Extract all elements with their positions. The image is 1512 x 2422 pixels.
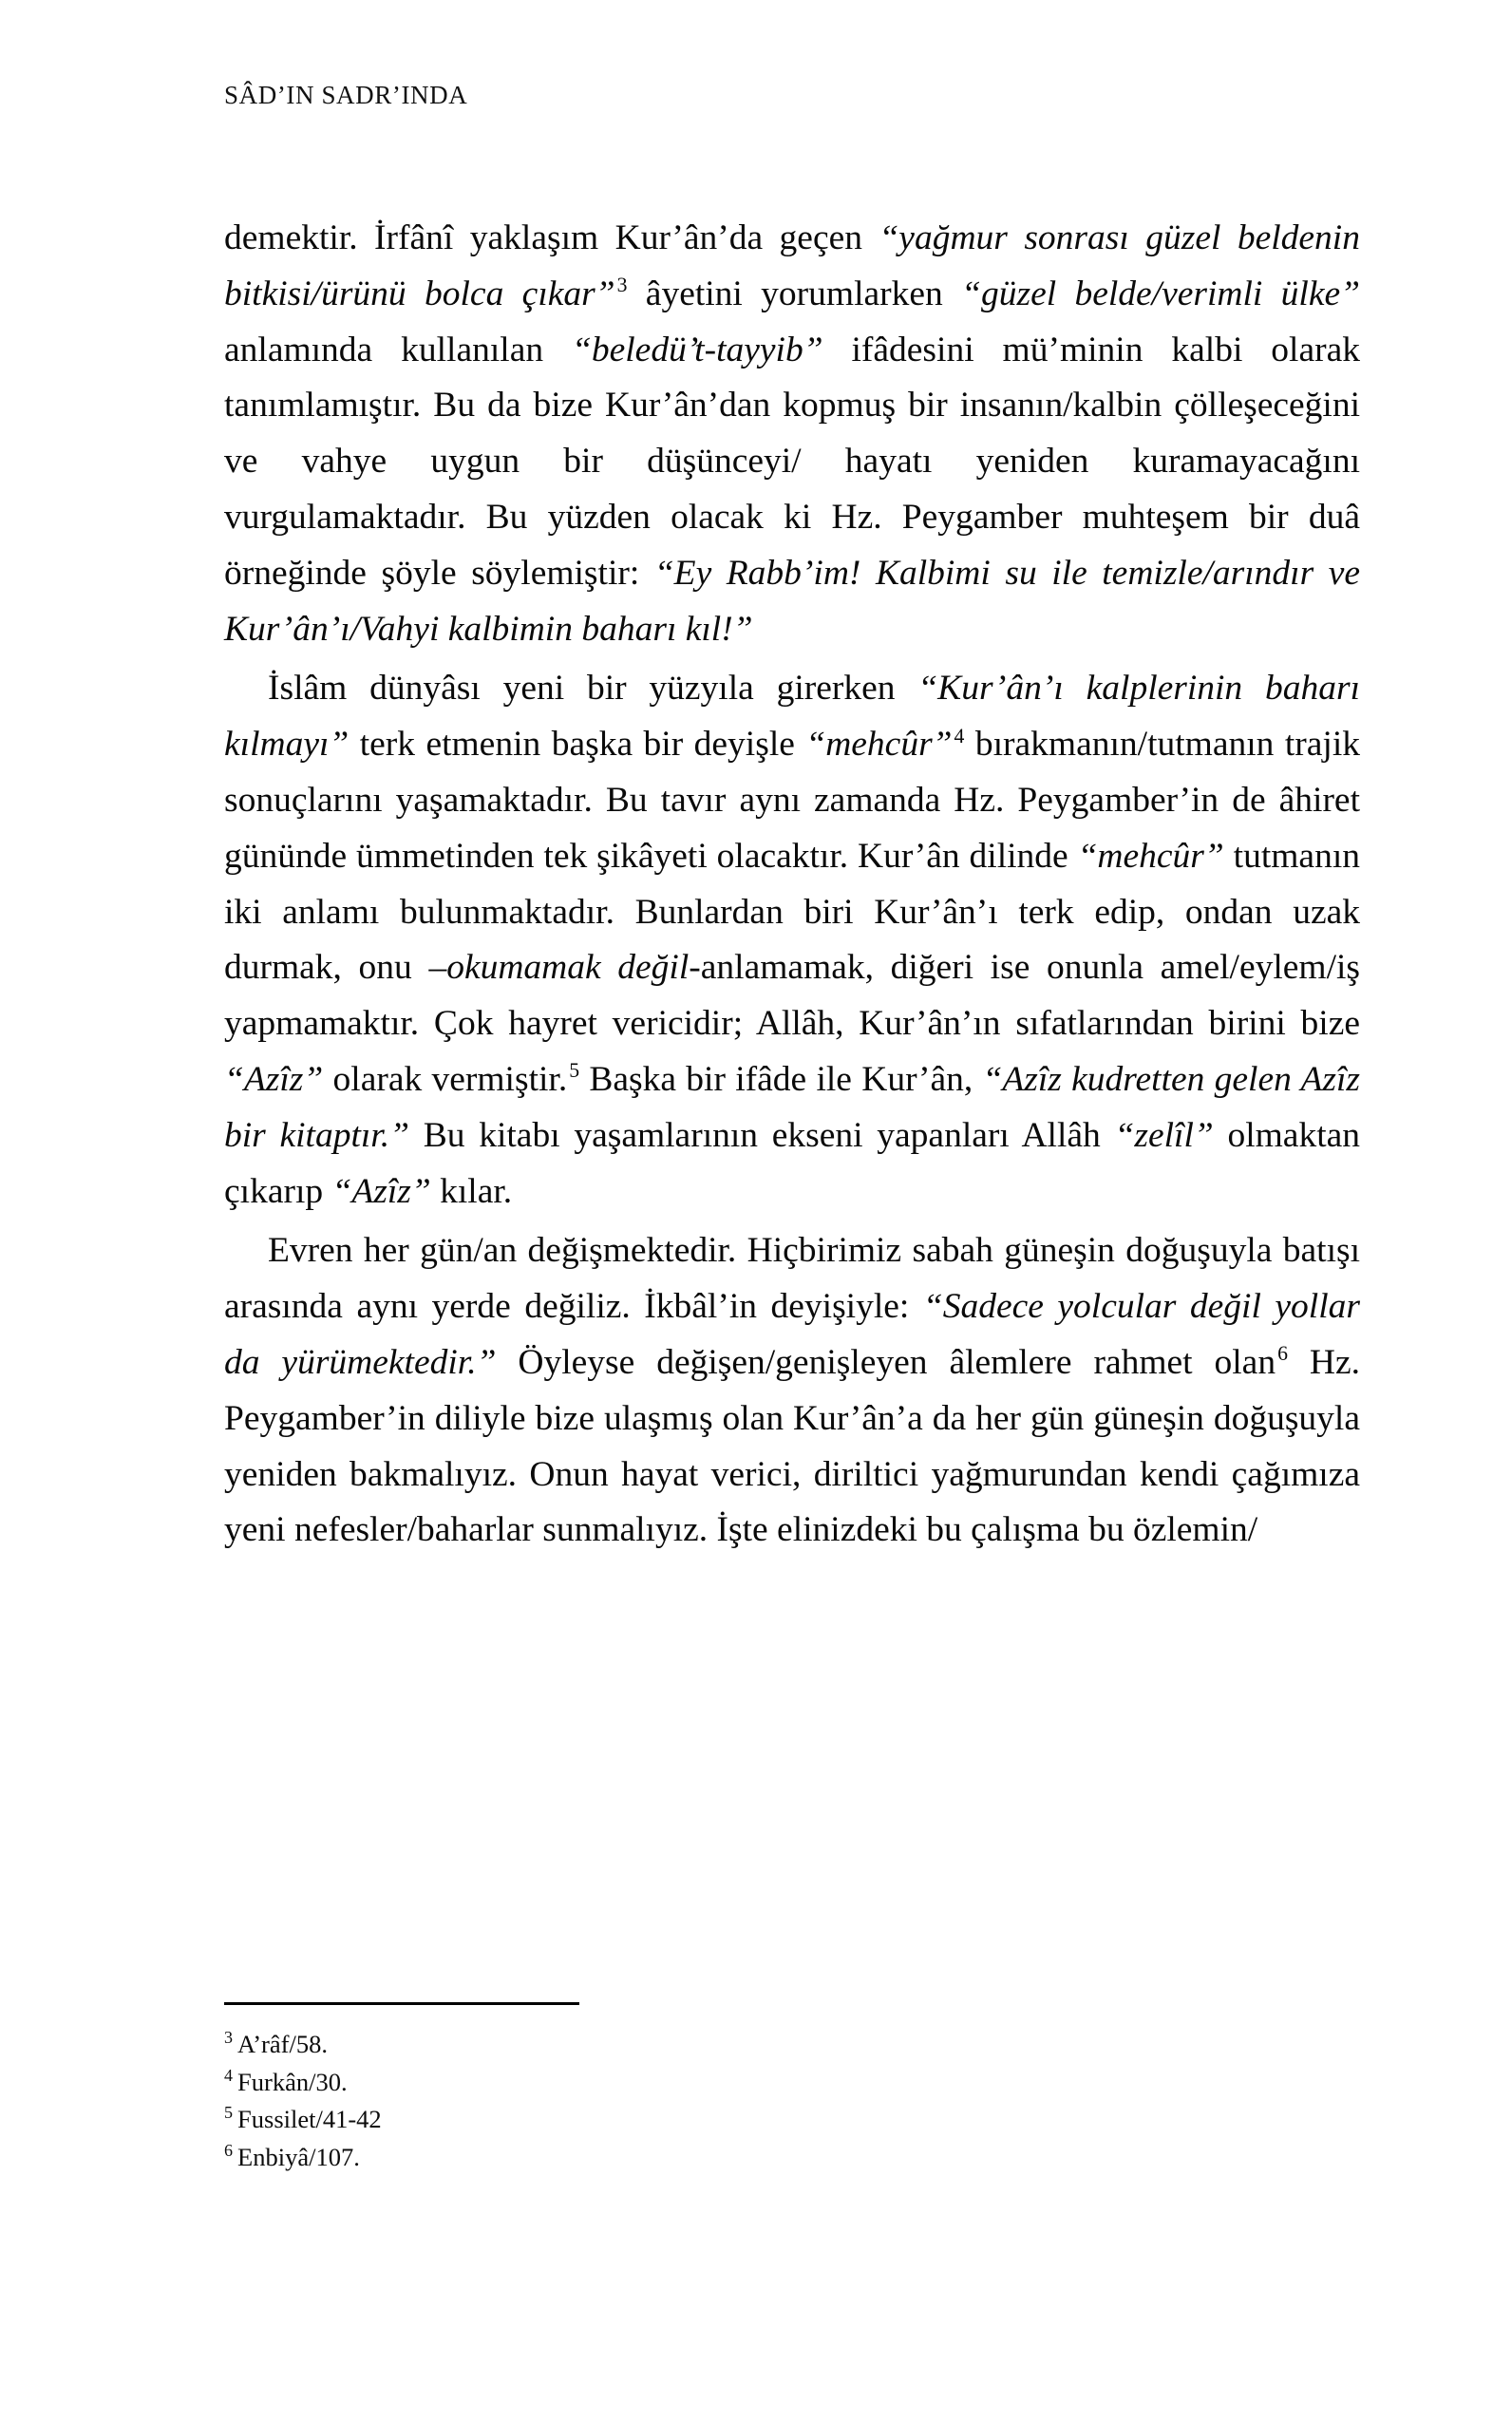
paragraph-2: İslâm dünyâsı yeni bir yüzyıla girerken “Kur’ân’ı kalplerinin baharı kılmayı” terk etmenin başka bir deyişle “mehcûr”$^4$ bırakmanın/tutmanın trajik sonuçlarını yaşamaktadır. Bu tavır aynı zamanda Hz. Peygamber’in de âhiret gününde ümmetinden tek şikâyeti olacaktır. Kur’ân dilinde “mehcûr” tutmanın iki anlamı bulunmaktadır. Bunlardan biri Kur’ân’ı terk edip, ondan uzak durmak, onu –okumamak değil-anlamamak, diğeri ise onunla amel/eylem/iş yapmamaktır. Çok hayret vericidir; Allâh, Kur’ân’ın sıfatlarından birini bize “Azîz” olarak vermiştir.$^5$ Başka bir ifâde ile Kur’ân, “Azîz kudretten gelen Azîz bir kitaptır.” Bu kitabı yaşamlarının ekseni yapanları Allâh “zelîl” olmaktan çıkarıp “Azîz” kılar. [224, 669, 1361, 1211]
footnote-item-marker: 5 [224, 2103, 234, 2123]
footnote-marker[interactable]: 4 [954, 724, 965, 747]
footnote-item-marker: 3 [224, 2028, 234, 2048]
footnote-marker[interactable]: 6 [1277, 1342, 1288, 1366]
quoted-emphasis: “Azîz kudretten gelen Azîz bir kitaptır.” [224, 1059, 1360, 1155]
body-text-block [224, 211, 1360, 1562]
footnote-area [224, 2002, 1360, 2176]
quoted-emphasis: “Azîz” [224, 1059, 324, 1099]
footnote-list [224, 2026, 1360, 2176]
quoted-emphasis: “Sadece yolcular değil yollar da yürümektedir.” [224, 1287, 1360, 1382]
footnote-item-text: Furkân/30. [237, 2067, 348, 2096]
quoted-emphasis: “Ey Rabb’im! Kalbimi su ile temizle/arındır ve Kur’ân’ı/Vahyi kalbimin baharı kıl!” [224, 553, 1361, 649]
footnote-item-marker: 6 [224, 2140, 234, 2160]
footnote-item-marker: 4 [224, 2065, 234, 2085]
paragraph-1: demektir. İrfânî yaklaşım Kur’ân’da geçen “yağmur sonrası güzel beldenin bitkisi/ürünü bolca çıkar”$^3$ âyetini yorumlarken “güzel belde/verimli ülke” anlamında kullanılan “beledü’t-tayyib” ifâdesini mü’minin kalbi olarak tanımlamıştır. Bu da bize Kur’ân’dan kopmuş bir insanın/kalbin çölleşeceğini ve vahye uygun bir düşünceyi/ hayatı yeniden kuramayacağını vurgulamaktadır. Bu yüzden olacak ki Hz. Peygamber muhteşem bir duâ örneğinde şöyle söylemiştir: “Ey Rabb’im! Kalbimi su ile temizle/arındır ve Kur’ân’ı/Vahyi kalbimin baharı kıl!” [224, 218, 1361, 649]
quoted-emphasis: –okumamak değil- [428, 948, 701, 988]
footnote-item [224, 2139, 1360, 2177]
quoted-emphasis: “beledü’t-tayyib” [572, 330, 823, 369]
footnote-item-text: Fussilet/41-42 [237, 2105, 382, 2133]
quoted-emphasis: “mehcûr” [1077, 836, 1224, 876]
quoted-emphasis: “yağmur sonrası güzel beldenin bitkisi/ürünü bolca çıkar” [224, 218, 1360, 313]
footnote-item-text: A’râf/58. [237, 2030, 328, 2058]
footnote-marker[interactable]: 3 [616, 274, 628, 297]
paragraph-3: Evren her gün/an değişmektedir. Hiçbirimiz sabah güneşin doğuşuyla batışı arasında aynı yerde değiliz. İkbâl’in deyişiyle: “Sadece yolcular değil yollar da yürümektedir.” Öyleyse değişen/genişleyen âlemlere rahmet olan$^6$ Hz. Peygamber’in diliyle bize ulaşmış olan Kur’ân’a da her gün güneşin doğuşuyla yeniden bakmalıyız. Onun hayat verici, diriltici yağmurundan kendi çağımıza yeni nefesler/baharlar sunmalıyız. İşte elinizdeki bu çalışma bu özlemin/ [224, 1231, 1361, 1550]
footnote-marker[interactable]: 5 [569, 1059, 580, 1083]
quoted-emphasis: “mehcûr” [805, 725, 953, 765]
footnote-item [224, 2026, 1360, 2064]
footnote-separator-rule [224, 2002, 579, 2005]
footnote-item [224, 2064, 1360, 2102]
quoted-emphasis: “güzel belde/verimli ülke” [961, 274, 1360, 313]
quoted-emphasis: “Azîz” [331, 1171, 431, 1211]
quoted-emphasis: “zelîl” [1114, 1115, 1214, 1155]
running-header: SÂD’IN SADR’INDA [224, 81, 468, 109]
quoted-emphasis: “Kur’ân’ı kalplerinin baharı kılmayı” [224, 669, 1360, 765]
footnote-item-text: Enbiyâ/107. [237, 2142, 360, 2171]
footnote-item [224, 2101, 1360, 2139]
